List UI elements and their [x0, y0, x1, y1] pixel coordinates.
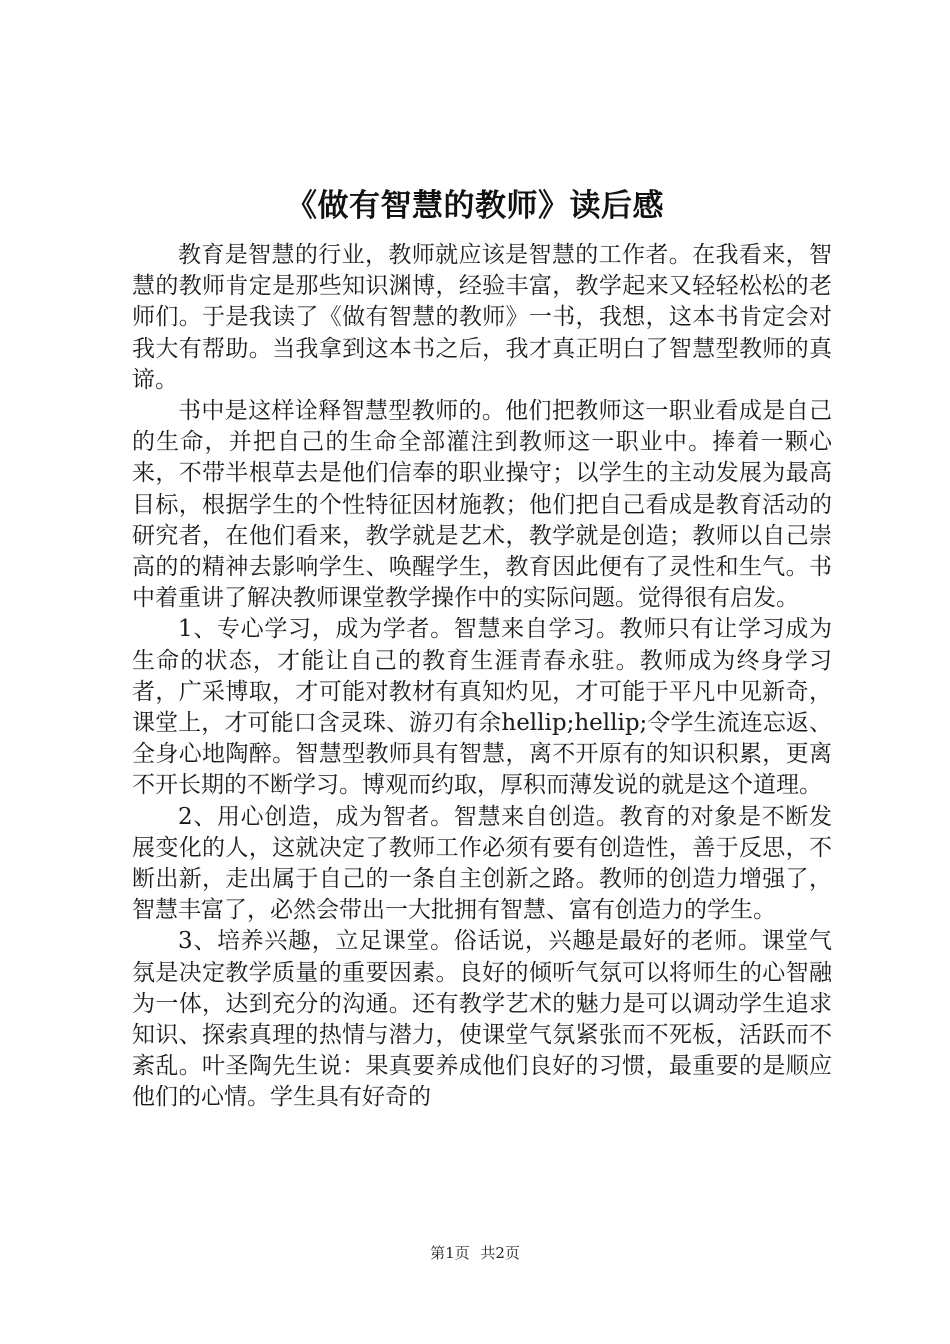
- paragraph-point-2: 2、用心创造，成为智者。智慧来自创造。教育的对象是不断发展变化的人，这就决定了教师工作必须有要有创造性，善于反思，不断出新，走出属于自己的一条自主创新之路。教师的创造力增强了，智慧丰富了，必然会带出一大批拥有智慧、富有创造力的学生。: [132, 803, 832, 924]
- paragraph-intro: 教育是智慧的行业，教师就应该是智慧的工作者。在我看来，智慧的教师肯定是那些知识渊博，经验丰富，教学起来又轻轻松松的老师们。于是我读了《做有智慧的教师》一书，我想，这本书肯定会对我大有帮助。当我拿到这本书之后，我才真正明白了智慧型教师的真谛。: [132, 242, 832, 393]
- paragraph-definition: 书中是这样诠释智慧型教师的。他们把教师这一职业看成是自己的生命，并把自己的生命全部灌注到教师这一职业中。捧着一颗心来，不带半根草去是他们信奉的职业操守；以学生的主动发展为最高目标，根据学生的个性特征因材施教；他们把自己看成是教育活动的研究者，在他们看来，教学就是艺术，教学就是创造；教师以自己崇高的的精神去影响学生、唤醒学生，教育因此便有了灵性和生气。书中着重讲了解决教师课堂教学操作中的实际问题。觉得很有启发。: [132, 398, 832, 612]
- paragraph-point-3: 3、培养兴趣，立足课堂。俗话说，兴趣是最好的老师。课堂气氛是决定教学质量的重要因素。良好的倾听气氛可以将师生的心智融为一体，达到充分的沟通。还有教学艺术的魅力是可以调动学生追求知识、探索真理的热情与潜力，使课堂气氛紧张而不死板，活跃而不紊乱。叶圣陶先生说：果真要养成他们良好的习惯，最重要的是顺应他们的心情。学生具有好奇的: [132, 928, 832, 1111]
- page-number-total: 共2页: [480, 1244, 520, 1262]
- document-title: 《做有智慧的教师》读后感: [286, 188, 664, 224]
- page-number-current: 第1页: [430, 1244, 470, 1262]
- page-footer: [0, 1243, 950, 1263]
- document-body: [132, 240, 832, 1114]
- paragraph-point-1: 1、专心学习，成为学者。智慧来自学习。教师只有让学习成为生命的状态，才能让自己的教育生涯青春永驻。教师成为终身学习者，广采博取，才可能对教材有真知灼见，才可能于平凡中见新奇，课堂上，才可能口含灵珠、游刃有余hellip;hellip;令学生流连忘返、全身心地陶醉。智慧型教师具有智慧，离不开原有的知识积累，更离不开长期的不断学习。博观而约取，厚积而薄发说的就是这个道理。: [132, 616, 832, 799]
